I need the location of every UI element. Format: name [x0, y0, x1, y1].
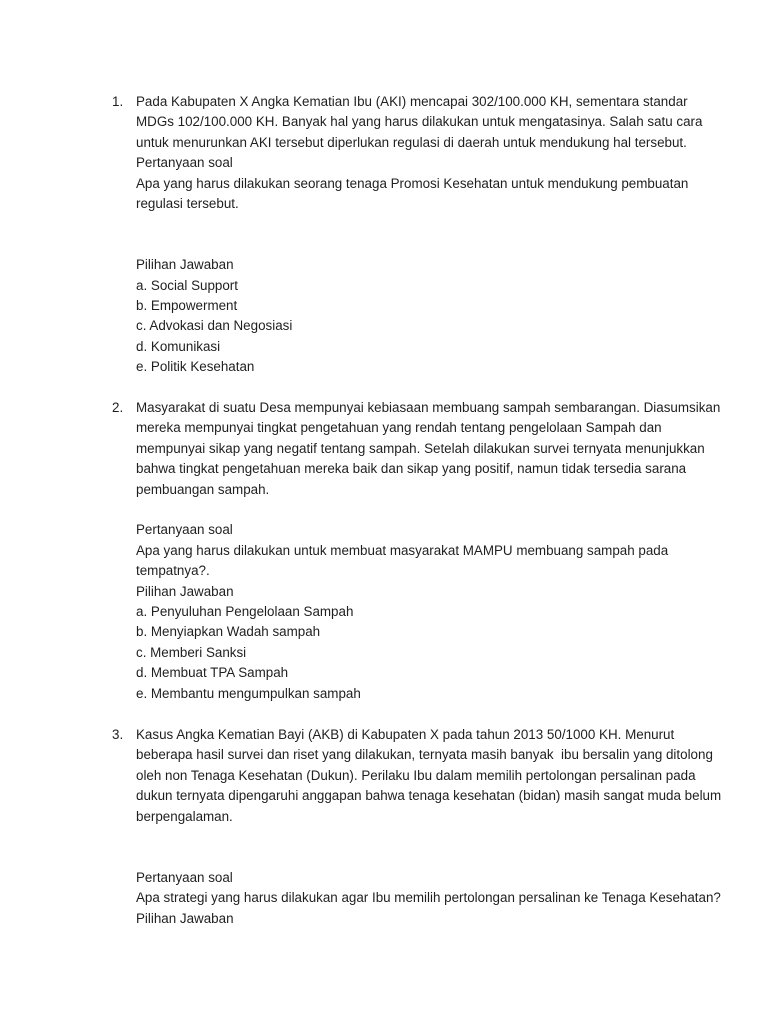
question-text-line: Apa yang harus dilakukan untuk membuat masyarakat MAMPU membuang sampah pada — [136, 542, 669, 558]
answer-option: a. Penyuluhan Pengelolaan Sampah — [136, 604, 354, 620]
answers-label: Pilihan Jawaban — [136, 910, 234, 926]
answer-option: b. Menyiapkan Wadah sampah — [136, 624, 321, 640]
answer-option: a. Social Support — [136, 277, 238, 293]
case-text-line: beberapa hasil survei dan riset yang dilakukan, ternyata masih banyak ibu bersalin yang ditolong — [136, 747, 713, 763]
case-text-line: dukun ternyata dipengaruhi anggapan bahwa tenaga kesehatan (bidan) masih sangat muda belum — [136, 788, 722, 804]
case-text-line: MDGs 102/100.000 KH. Banyak hal yang harus dilakukan untuk mengatasinya. Salah satu cara — [136, 114, 703, 130]
answer-option: c. Memberi Sanksi — [136, 644, 247, 660]
answer-option: e. Politik Kesehatan — [136, 359, 255, 375]
answer-option: d. Komunikasi — [136, 338, 221, 354]
case-text-line: bahwa tingkat pengetahuan mereka baik dan sikap yang positif, namun tidak tersedia sarana — [136, 461, 687, 477]
spacer — [136, 500, 696, 520]
question-label: Pertanyaan soal — [136, 155, 233, 171]
answer-option: c. Advokasi dan Negosiasi — [136, 318, 293, 334]
case-text-line: mereka mempunyai tingkat pengetahuan yang rendah tentang pengelolaan Sampah dan — [136, 420, 662, 436]
question-body — [136, 725, 722, 929]
question-text-line: regulasi tersebut. — [136, 196, 239, 212]
answers-label: Pilihan Jawaban — [136, 257, 234, 273]
case-text-line: Masyarakat di suatu Desa mempunyai kebiasaan membuang sampah sembarangan. Diasumsikan — [136, 400, 721, 415]
spacer — [136, 214, 696, 255]
question-number: 2. — [112, 400, 124, 415]
question-text-line: tempatnya?. — [136, 563, 210, 579]
case-text-line: Kasus Angka Kematian Bayi (AKB) di Kabupaten X pada tahun 2013 50/1000 KH. Menurut — [136, 727, 675, 742]
answer-option: e. Membantu mengumpulkan sampah — [136, 685, 361, 701]
case-text-line: berpengalaman. — [136, 808, 233, 824]
case-text-line: mempunyai sikap yang negatif tentang sampah. Setelah dilakukan survei ternyata menunjukkan — [136, 440, 705, 456]
case-text-line: Pada Kabupaten X Angka Kematian Ibu (AKI) mencapai 302/100.000 KH, sementara standar — [136, 94, 688, 109]
case-text-line: oleh non Tenaga Kesehatan (Dukun). Perilaku Ibu dalam memilih pertolongan persalinan pada — [136, 767, 696, 783]
question-text-line: Apa yang harus dilakukan seorang tenaga Promosi Kesehatan untuk mendukung pembuatan — [136, 175, 689, 191]
question-body — [136, 92, 703, 378]
answers-label: Pilihan Jawaban — [136, 583, 234, 599]
case-text-line: untuk menurunkan AKI tersebut diperlukan regulasi di daerah untuk mendukung hal tersebut. — [136, 134, 687, 150]
question-body — [136, 398, 721, 704]
case-text-line: pembuangan sampah. — [136, 481, 270, 497]
question-label: Pertanyaan soal — [136, 522, 233, 538]
answer-option: d. Membuat TPA Sampah — [136, 665, 289, 681]
spacer — [136, 827, 696, 868]
question-label: Pertanyaan soal — [136, 869, 233, 885]
answer-option: b. Empowerment — [136, 298, 238, 314]
question-text-line: Apa strategi yang harus dilakukan agar Ibu memilih pertolongan persalinan ke Tenaga Kesehatan? — [136, 890, 721, 906]
question-number: 1. — [112, 94, 124, 109]
question-number: 3. — [112, 727, 124, 742]
